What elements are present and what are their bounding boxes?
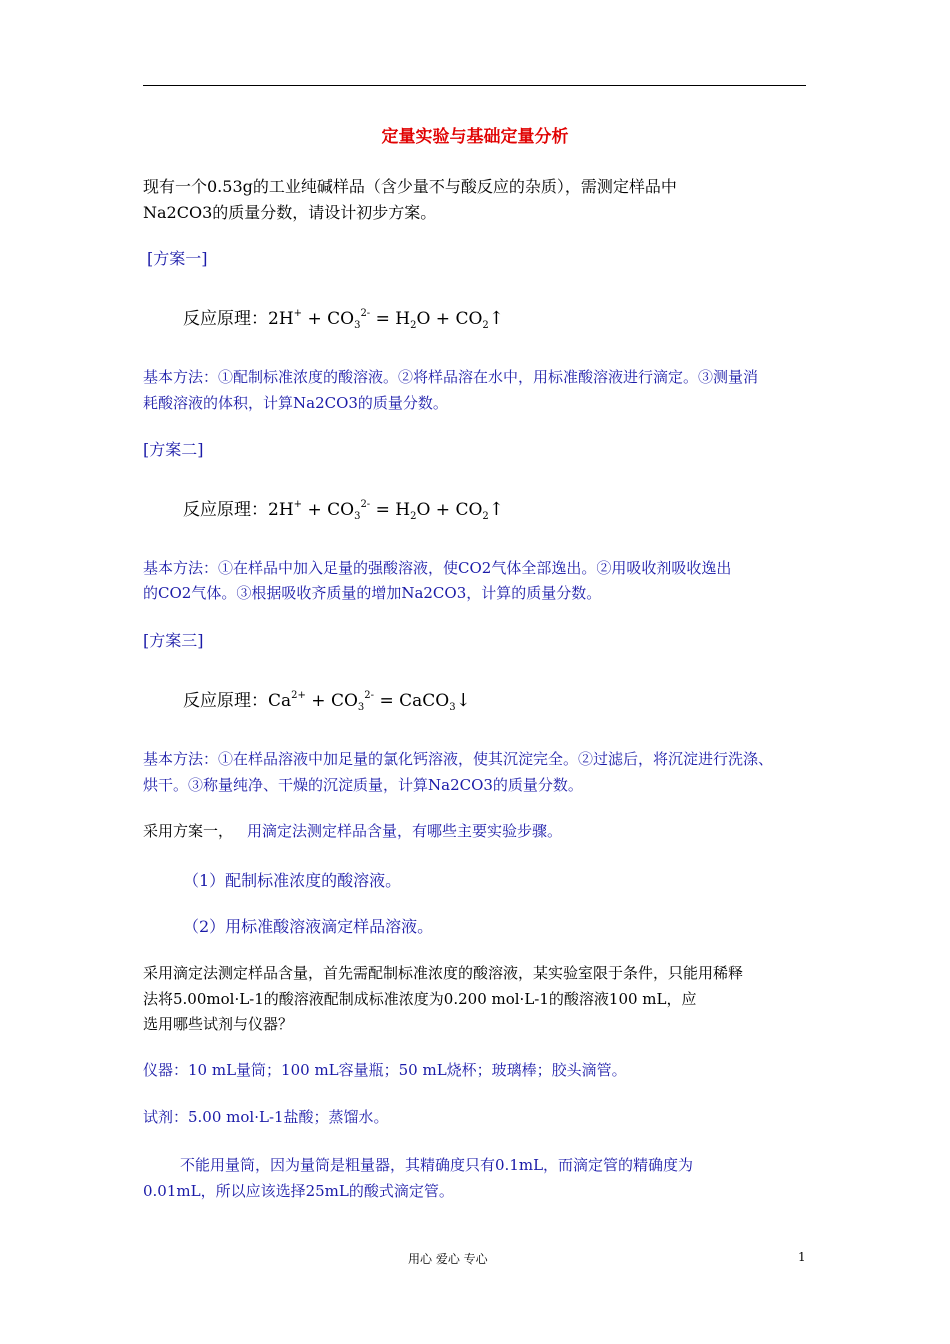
gas-arrow-icon: ↑ (488, 499, 504, 520)
page-number: 1 (798, 1250, 806, 1264)
formula-charge: 2- (360, 499, 371, 510)
adopt-line (143, 820, 562, 841)
gas-arrow-icon: ↑ (488, 308, 504, 329)
step-1: （1）配制标准浓度的酸溶液。 (183, 871, 402, 890)
header-rule (143, 85, 806, 86)
formula-term: 2H (268, 500, 294, 520)
formula-label: 反应原理： (183, 309, 268, 329)
formula-operator: + (430, 500, 456, 520)
formula-operator: + (302, 500, 328, 520)
footer-text: 用心 爱心 专心 (408, 1252, 488, 1266)
formula-subscript: 2 (410, 511, 417, 522)
question2-line-3: 选用哪些试剂与仪器？ (143, 1015, 294, 1033)
formula-subscript: 3 (354, 511, 361, 522)
formula-term: O (416, 309, 431, 329)
formula-operator: + (430, 309, 456, 329)
adopt-prefix: 采用方案一， (143, 822, 234, 840)
scheme2-heading: [方案二] (143, 440, 204, 459)
scheme2-method-line-2: 的CO2气体。③根据吸收齐质量的增加Na2CO3，计算的质量分数。 (143, 584, 602, 602)
formula-subscript: 2 (410, 320, 417, 331)
scheme1-heading: [方案一] (147, 249, 208, 268)
formula-operator: = (370, 309, 396, 329)
formula-term: CO (327, 309, 355, 329)
scheme3-method-line-2: 烘干。③称量纯净、干燥的沉淀质量，计算Na2CO3的质量分数。 (143, 776, 583, 794)
formula-term: H (395, 500, 411, 520)
question2-line-2: 法将5.00mol·L-1的酸溶液配制成标准浓度为0.200 mol·L-1的酸溶液100 mL，应 (143, 990, 697, 1008)
formula-term: CaCO (399, 691, 450, 711)
formula-operator: = (374, 691, 400, 711)
formula-term: CO (327, 500, 355, 520)
formula-charge: 2- (364, 690, 375, 701)
formula-term: H (395, 309, 411, 329)
scheme2-method-line-1: 基本方法：①在样品中加入足量的强酸溶液，使CO2气体全部逸出。②用吸收剂吸收逸出 (143, 559, 732, 577)
formula-term: 2H (268, 309, 294, 329)
formula-operator: + (305, 691, 331, 711)
question2-line-1: 采用滴定法测定样品含量，首先需配制标准浓度的酸溶液，某实验室限于条件，只能用稀释 (143, 964, 744, 982)
formula-term: Ca (268, 691, 292, 711)
formula-operator: + (302, 309, 328, 329)
intro-line-2: Na2CO3的质量分数，请设计初步方案。 (143, 203, 437, 222)
formula-term: CO (330, 691, 358, 711)
page-title: 定量实验与基础定量分析 (381, 127, 569, 147)
formula-operator: = (370, 500, 396, 520)
formula-subscript: 3 (449, 702, 456, 713)
formula-term: CO (455, 500, 483, 520)
instruments-line: 仪器：10 mL量筒；100 mL容量瓶；50 mL烧杯；玻璃棒；胶头滴管。 (143, 1061, 627, 1079)
formula-label: 反应原理： (183, 691, 268, 711)
precipitate-arrow-icon: ↓ (455, 690, 471, 711)
formula-subscript: 3 (357, 702, 365, 713)
step-2: （2）用标准酸溶液滴定样品溶液。 (183, 917, 434, 936)
adopt-question: 用滴定法测定样品含量，有哪些主要实验步骤。 (247, 822, 563, 840)
formula-subscript: 2 (482, 511, 489, 522)
formula-term: O (416, 500, 431, 520)
reagents-line: 试剂：5.00 mol·L-1盐酸；蒸馏水。 (143, 1108, 389, 1126)
scheme3-method-line-1: 基本方法：①在样品溶液中加足量的氯化钙溶液，使其沉淀完全。②过滤后，将沉淀进行洗涤、 (143, 750, 774, 768)
formula-charge: 2- (360, 308, 371, 319)
note-line-1: 不能用量筒，因为量筒是粗量器，其精确度只有0.1mL，而滴定管的精确度为 (180, 1156, 694, 1174)
scheme1-formula (183, 304, 504, 329)
scheme1-method-line-2: 耗酸溶液的体积，计算Na2CO3的质量分数。 (143, 394, 448, 412)
note-line-2: 0.01mL，所以应该选择25mL的酸式滴定管。 (143, 1182, 454, 1200)
formula-charge: + (293, 499, 303, 510)
formula-term: CO (455, 309, 483, 329)
formula-charge: + (293, 308, 303, 319)
intro-line-1: 现有一个0.53g的工业纯碱样品（含少量不与酸反应的杂质），需测定样品中 (143, 177, 677, 196)
scheme3-formula (183, 686, 471, 711)
scheme1-method-line-1: 基本方法：①配制标准浓度的酸溶液。②将样品溶在水中，用标准酸溶液进行滴定。③测量消 (143, 368, 759, 386)
scheme2-formula (183, 495, 504, 520)
formula-charge: 2+ (291, 690, 306, 701)
formula-subscript: 2 (482, 320, 489, 331)
formula-label: 反应原理： (183, 500, 268, 520)
formula-subscript: 3 (354, 320, 361, 331)
scheme3-heading: [方案三] (143, 631, 204, 650)
